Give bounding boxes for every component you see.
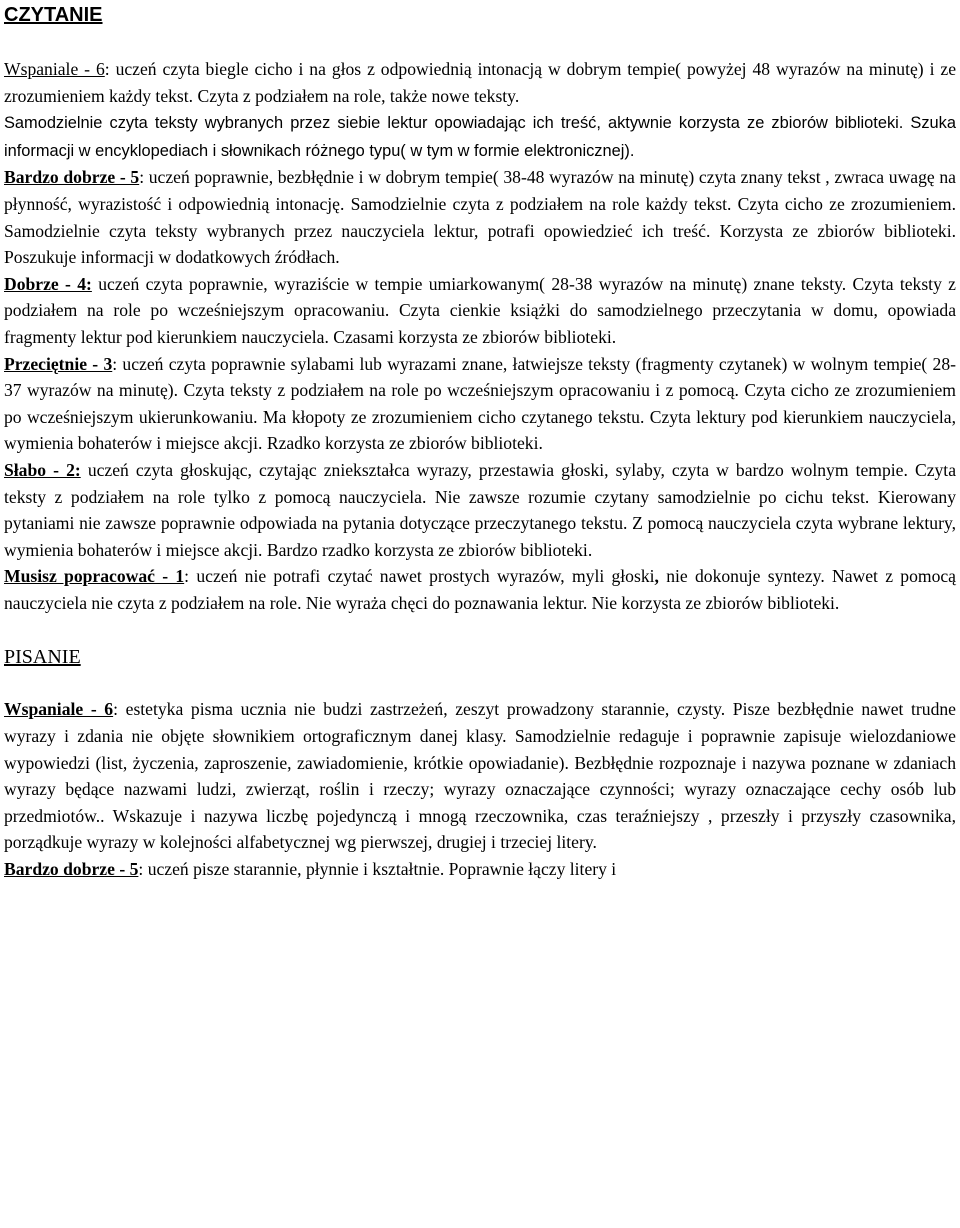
grade-label: Słabo - 2: xyxy=(4,459,81,480)
czytanie-grade-2 xyxy=(4,457,956,563)
czytanie-grade-3: Przeciętnie - 3: uczeń czyta poprawnie sylabami lub wyrazami znane, łatwiejsze teksty (fragmenty czytanek) w wolnym tempie( 28-37 wyrazów na minutę). Czyta teksty z podziałem na role po wcześniejszym opracowaniu i z pomocą. Czyta cicho ze zrozumieniem po wcześniejszym ukierunkowaniu. Ma kłopoty ze zrozumieniem cicho czytanego tekstu. Czyta lektury pod kierunkiem nauczyciela, wymienia bohaterów i miejsce akcji. Rzadko korzysta ze zbiorów biblioteki. xyxy=(4,353,956,454)
czytanie-grade-4 xyxy=(4,271,956,351)
grade-label: Musisz popracować - 1 xyxy=(4,566,185,587)
grade-label: Wspaniale - 6 xyxy=(4,699,114,720)
grade-description: uczeń czyta poprawnie, wyraziście w tempie umiarkowanym( 28-38 wyrazów na minutę) znane teksty. Czyta teksty z podziałem na role po wcześniejszym opracowaniu. Czyta cienkie książki do samodzielnego przeczytania w domu, opowiada fragmenty lektur pod kierunkiem nauczyciela. Czasami korzysta ze zbiorów biblioteki. xyxy=(4,273,956,347)
document-page xyxy=(4,0,956,883)
grade-label: Wspaniale - 6 xyxy=(4,59,105,79)
section-heading-pisanie: PISANIE xyxy=(4,646,81,669)
czytanie-grade-5: Bardzo dobrze - 5: uczeń poprawnie, bezbłędnie i w dobrym tempie( 38-48 wyrazów na minutę) czyta znany tekst , zwraca uwagę na płynność, wyrazistość i odpowiednią intonację. Samodzielnie czyta z podziałem na role każdy tekst. Czyta cicho ze zrozumieniem. Samodzielnie czyta teksty wybranych przez nauczyciela lektur, potrafi opowiedzieć ich treść. Korzysta ze zbiorów biblioteki. Poszukuje informacji w dodatkowych źródłach. xyxy=(4,167,956,268)
grade-description: uczeń czyta poprawnie sylabami lub wyrazami znane, łatwiejsze teksty (fragmenty czytanek) w wolnym tempie( 28-37 wyrazów na minutę). Czyta teksty z podziałem na role po wcześniejszym opracowaniu i z pomocą. Czyta cicho ze zrozumieniem po wcześniejszym ukierunkowaniu. Ma kłopoty ze zrozumieniem cicho czytanego tekstu. Czyta lektury pod kierunkiem nauczyciela, wymienia bohaterów i miejsce akcji. Rzadko korzysta ze zbiorów biblioteki. xyxy=(4,353,956,454)
grade-description: uczeń czyta głoskując, czytając zniekształca wyrazy, przestawia głoski, sylaby, czyta w bardzo wolnym tempie. Czyta teksty z podziałem na role tylko z pomocą nauczyciela. Nie zawsze rozumie czytany samodzielnie po cichu tekst. Kierowany pytaniami nie zawsze poprawnie odpowiada na pytania dotyczące przeczytanego tekstu. Z pomocą nauczyciela czyta wybrane lektury, wymienia bohaterów i miejsce akcji. Bardzo rzadko korzysta ze zbiorów biblioteki. xyxy=(4,459,956,560)
grade-description: uczeń czyta biegle cicho i na głos z odpowiednią intonacją w dobrym tempie( powyżej 48 wyrazów na minutę) i ze zrozumieniem każdy tekst. Czyta z podziałem na role, także nowe teksty. xyxy=(4,59,957,106)
czytanie-grade-6: Wspaniale - 6: uczeń czyta biegle cicho i na głos z odpowiednią intonacją w dobrym tempie( powyżej 48 wyrazów na minutę) i ze zrozumieniem każdy tekst. Czyta z podziałem na role, także nowe teksty. Samodzielnie czyta teksty wybranych przez siebie lektur opowiadając ich treść, aktywnie korzysta ze zbiorów biblioteki. Szuka informacji w encyklopediach i słownikach różnego typu( w tym w formie elektronicznej). xyxy=(4,59,957,160)
grade-description: uczeń nie potrafi czytać nawet prostych wyrazów, myli głoski xyxy=(196,566,655,587)
grade-label: Dobrze - 4: xyxy=(4,273,92,294)
grade-label: Bardzo dobrze - 5 xyxy=(4,167,140,188)
grade-description: uczeń pisze starannie, płynnie i kształtnie. Poprawnie łączy litery i xyxy=(147,859,617,880)
grade-description: estetyka pisma ucznia nie budzi zastrzeżeń, zeszyt prowadzony starannie, czysty. Pisze bezbłędnie nawet trudne wyrazy i zdania nie objęte słownikiem ortograficznym danej klasy. Samodzielnie redaguje i poprawnie zapisuje wielozdaniowe wypowiedzi (list, życzenia, zaproszenie, zawiadomienie, krótkie opowiadanie). Bezbłędnie rozpoznaje i nazywa poznane w zdaniach wyrazy będące nazwami ludzi, zwierząt, roślin i rzeczy; wyrazy oznaczające czynności; wyrazy oznaczające cechy osób lub przedmiotów.. Wskazuje i nazywa liczbę pojedynczą i mnogą rzeczownika, czas teraźniejszy , przeszły i przyszły czasownika, porządkuje wyrazy w kolejności alfabetycznej wg pierwszej, drugiej i trzeciej litery. xyxy=(4,699,956,853)
grade-description-sans: Samodzielnie czyta teksty wybranych przez siebie lektur opowiadając ich treść, aktywnie korzysta ze zbiorów biblioteki. Szuka informacji w encyklopediach i słownikach różnego typu( w tym w formie elektronicznej). xyxy=(4,114,956,160)
section-heading-czytanie: CZYTANIE xyxy=(4,4,103,26)
grade-label: Przeciętnie - 3 xyxy=(4,353,113,374)
grade-label: Bardzo dobrze - 5 xyxy=(4,859,139,880)
czytanie-grade-1: Musisz popracować - 1: uczeń nie potrafi czytać nawet prostych wyrazów, myli głoski, nie dokonuje syntezy. Nawet z pomocą nauczyciela nie czyta z podziałem na role. Nie wyraża chęci do poznawania lektur. Nie korzysta ze zbiorów biblioteki. xyxy=(4,566,956,613)
pisanie-grade-6: Wspaniale - 6: estetyka pisma ucznia nie budzi zastrzeżeń, zeszyt prowadzony starannie, czysty. Pisze bezbłędnie nawet trudne wyrazy i zdania nie objęte słownikiem ortograficznym danej klasy. Samodzielnie redaguje i poprawnie zapisuje wielozdaniowe wypowiedzi (list, życzenia, zaproszenie, zawiadomienie, krótkie opowiadanie). Bezbłędnie rozpoznaje i nazywa poznane w zdaniach wyrazy będące nazwami ludzi, zwierząt, roślin i rzeczy; wyrazy oznaczające czynności; wyrazy oznaczające cechy osób lub przedmiotów.. Wskazuje i nazywa liczbę pojedynczą i mnogą rzeczownika, czas teraźniejszy , przeszły i przyszły czasownika, porządkuje wyrazy w kolejności alfabetycznej wg pierwszej, drugiej i trzeciej litery. xyxy=(4,699,956,853)
grade-description: uczeń poprawnie, bezbłędnie i w dobrym tempie( 38-48 wyrazów na minutę) czyta znany tekst , zwraca uwagę na płynność, wyrazistość i odpowiednią intonację. Samodzielnie czyta z podziałem na role każdy tekst. Czyta cicho ze zrozumieniem. Samodzielnie czyta teksty wybranych przez nauczyciela lektur, potrafi opowiedzieć ich treść. Korzysta ze zbiorów biblioteki. Poszukuje informacji w dodatkowych źródłach. xyxy=(4,167,956,268)
pisanie-grade-5: Bardzo dobrze - 5: uczeń pisze starannie, płynnie i kształtnie. Poprawnie łączy litery i xyxy=(4,859,617,880)
